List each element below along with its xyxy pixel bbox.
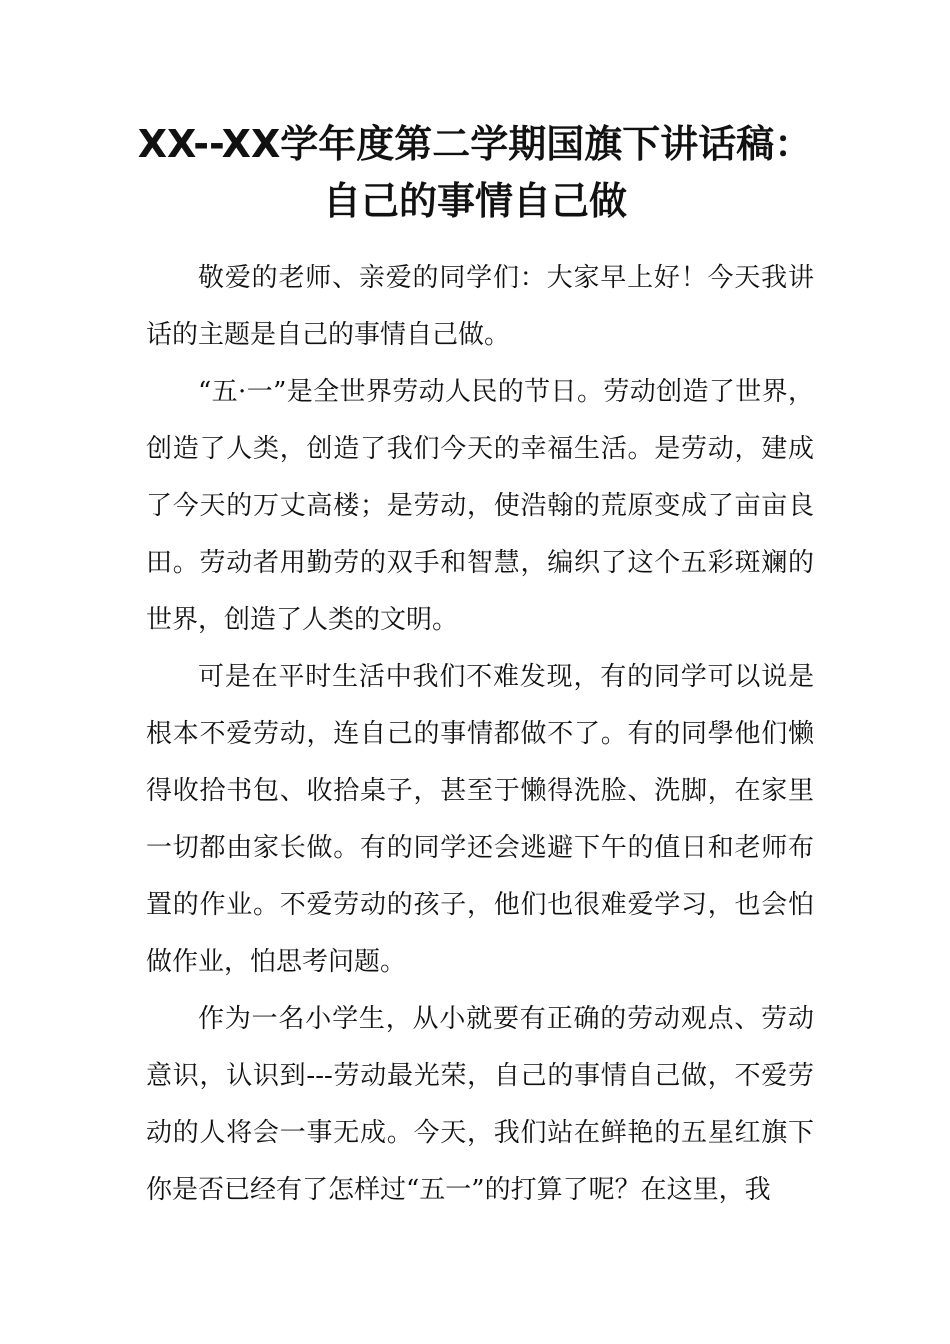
paragraph-greeting: 敬爱的老师、亲爱的同学们：大家早上好！今天我讲话的主题是自己的事情自己做。: [146, 263, 814, 350]
speech-body: [146, 250, 814, 1219]
paragraph-observation: 可是在平时生活中我们不难发现，有的同学可以说是根本不爱劳动，连自己的事情都做不了。有的同學他们懒得收拾书包、收拾桌子，甚至于懒得洗脸、洗脚，在家里一切都由家长做。有的同学还会逃避下午的值日和老师布置的作业。不爱劳动的孩子，他们也很难爱学习，也会怕做作业，怕思考问题。: [146, 662, 814, 977]
title-line-1: XX--XX学年度第二学期国旗下讲话稿：: [137, 122, 813, 166]
paragraph-call-to-action: 作为一名小学生，从小就要有正确的劳动观点、劳动意识，认识到---劳动最光荣，自己的事情自己做，不爱劳动的人将会一事无成。今天，我们站在鲜艳的五星红旗下你是否已经有了怎样过“五一”的打算了呢？在这里，我: [146, 1004, 814, 1205]
title-line-2: 自己的事情自己做: [322, 179, 627, 223]
paragraph-may-day: “五·一”是全世界劳动人民的节日。劳动创造了世界，创造了人类，创造了我们今天的幸福生活。是劳动，建成了今天的万丈高楼；是劳动，使浩翰的荒原变成了亩亩良田。劳动者用勤劳的双手和智慧，编织了这个五彩斑斓的世界，创造了人类的文明。: [146, 377, 814, 635]
